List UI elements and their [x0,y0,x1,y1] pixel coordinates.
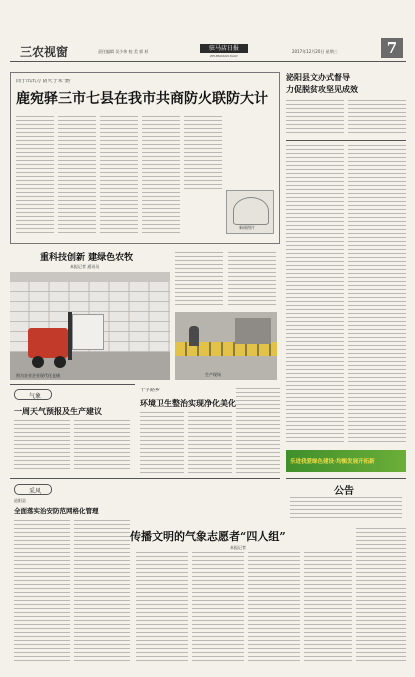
bottom-left-text-b [74,520,130,664]
middle-text-a [175,252,223,308]
right-col-text-a [286,145,344,445]
bottom-left-headline: 全面落实治安防范网格化管理 [14,507,99,515]
weather-badge-text: 气象 [29,393,42,400]
lead-text-col1 [16,116,54,234]
bottom-text-d [304,552,352,664]
bottom-left-text-a [14,520,70,664]
forklift-wheel-1 [32,356,44,368]
bottom-text-b [192,552,244,664]
lead-text-col4 [142,116,180,234]
right-top-divider [286,140,406,141]
warehouse-photo [10,272,170,380]
right-col-text-b [348,145,406,445]
weather-text-b [74,420,130,472]
caifeng-badge-text: 采风 [29,488,42,495]
green-banner [286,450,406,472]
environment-text-c [236,388,280,474]
weather-text-a [14,420,70,472]
weather-badge [14,389,52,400]
environment-text-a [140,412,184,474]
lead-text-col5 [184,116,222,190]
middle-headline: 重科技创新 建绿色农牧 [40,253,134,263]
bottom-text-a [136,552,188,664]
right-top-text-a [286,100,344,136]
right-top-headline-1: 泌阳县文办式督导 [286,72,350,82]
weather-rule [10,384,135,385]
production-worker [189,326,199,346]
bottom-text-e [356,528,406,664]
banner-text: 乐进我爱绿色建设·均衡发展开拓新 [290,459,375,465]
lower-section-rule [10,478,280,479]
newspaper-pinyin: ZHUMADIAN DAILY [210,54,238,58]
section-title: 三农视窗 [20,45,69,59]
page-number: 7 [381,38,403,58]
middle-text-b [228,252,276,308]
environment-kicker: 十字路乡 [140,388,161,393]
lead-kicker: 筒子出出力 防火于未“燃” [16,79,73,84]
lead-headline: 鹿宛驿三市七县在我市共商防火联防大计 [16,91,268,107]
right-top-headline-2: 力促脱贫攻坚见成效 [286,84,358,94]
right-top-text-b [348,100,406,136]
lead-photo [226,190,274,234]
production-photo [175,312,277,380]
notice-title: 公告 [334,486,354,497]
bottom-byline: 本报记者 [230,545,246,550]
middle-byline: 本报记者 通讯员 [70,264,100,269]
masthead-meta: 责任编辑 吴少伟 校 美 郭 杉 [98,49,149,54]
forklift-wheel-2 [54,356,66,368]
bottom-text-c [248,552,300,664]
lead-photo-figure [233,197,269,225]
bottom-left-kicker: 泌阳县 [14,498,26,503]
lead-photo-caption: 新闻图片 [239,225,255,230]
production-photo-caption: 生产现场 [205,372,221,377]
environment-text-b [188,412,232,474]
lead-text-col3 [100,116,138,234]
warehouse-photo-caption: 图为农业企业现代化仓储 [16,373,60,378]
weather-headline: 一周天气预报及生产建议 [14,406,102,416]
newspaper-name [200,44,248,53]
date-line: 2017年12月20日 星期三 [292,49,338,54]
forklift-load [72,314,104,350]
caifeng-badge [14,484,52,495]
production-machine [235,318,271,344]
page-header [10,37,406,67]
forklift-body [28,328,68,358]
bottom-main-headline: 传播文明的气象志愿者“四人组” [130,530,286,543]
notice-text [290,497,402,519]
environment-headline: 环境卫生整治实现净化美化 [140,398,236,408]
header-rule [10,61,406,62]
notice-rule-top [286,478,406,479]
lead-text-col2 [58,116,96,234]
newspaper-name-text: 驻马店日报 [208,45,239,52]
